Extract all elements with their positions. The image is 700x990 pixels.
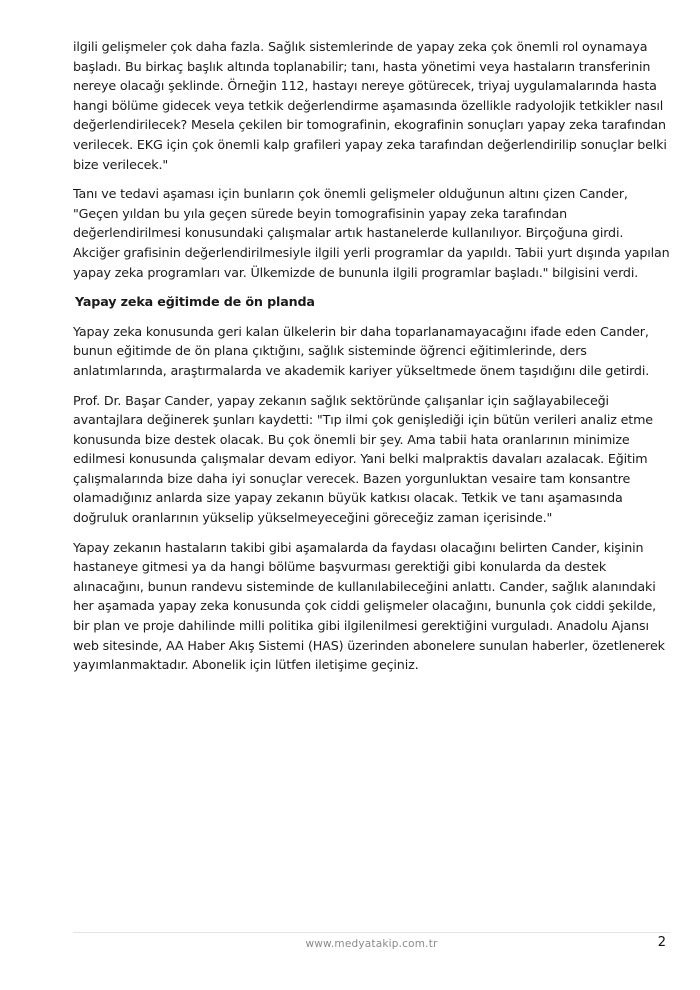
- paragraph: Yapay zeka konusunda geri kalan ülkelerin bir daha toparlanamayacağını ifade eden Cander, bunun eğitimde de ön plana çıktığını, sağlık sisteminde öğrenci eğitimlerinde, ders anlatımlarında, araştırmalarda ve akademik kariyer yükseltmede önem taşıdığını dile getirdi.: [73, 323, 650, 378]
- paragraph: Prof. Dr. Başar Cander, yapay zekanın sağlık sektöründe çalışanlar için sağlayabileceği avantajlara değinerek şunları kaydetti: "Tıp ilmi çok genişlediği için bütün verileri analiz etme konusunda bize destek olacak. Bu çok önemli bir şey. Ama tabii hata oranlarının minimize edilmesi konusunda çalışmalar devam ediyor. Yani belki malpraktis davaları azalacak. Eğitim çalışmalarında bize daha iyi sonuçlar verecek. Bazen yorgunluktan vesaire tam konsantre olamadığınız anlarda size yapay zekanın büyük katkısı olacak. Tetkik ve tanı aşamasında doğruluk oranlarının yükselip yükselmeyeceğini göreceğiz zaman içerisinde.": [73, 392, 653, 526]
- page-number: 2: [657, 935, 666, 950]
- paragraph: Tanı ve tedavi aşaması için bunların çok önemli gelişmeler olduğunun altını çizen Cander, "Geçen yıldan bu yıla geçen sürede beyin tomografisinin yapay zeka tarafından değerlendirilmesi konusundaki çalışmalar artık hastanelerde kullanılıyor. Birçoğuna girdi. Akciğer grafisinin değerlendirilmesiyle ilgili yerli programlar da yapıldı. Tabii yurt dışında yapılan yapay zeka programları var. Ülkemizde de bununla ilgili programlar başladı." bilgisini verdi.: [73, 186, 670, 280]
- paragraph: ilgili gelişmeler çok daha fazla. Sağlık sistemlerinde de yapay zeka çok önemli rol oynamaya başladı. Bu birkaç başlık altında toplanabilir; tanı, hasta yönetimi veya hastaların transferinin nereye olacağı şeklinde. Örneğin 112, hastayı nereye götürecek, triyaj uygulamalarında hasta hangi bölüme gidecek veya tetkik değerlendirme aşamasında özellikle radyolojik tetkikler nasıl değerlendirilecek? Mesela çekilen bir tomografinin, ekografinin sonuçları yapay zeka tarafından verilecek. EKG için çok önemli kalp grafileri yapay zeka tarafından değerlendirilip sonuçlar belki bize verilecek.": [73, 39, 667, 172]
- paragraph: Yapay zekanın hastaların takibi gibi aşamalarda da faydası olacağını belirten Cander, kişinin hastaneye gitmesi ya da hangi bölüme başvurması gerektiği gibi konularda da destek alınacağını, bunun randevu sisteminde de kullanılabileceğini anlattı. Cander, sağlık alanındaki her aşamada yapay zeka konusunda çok ciddi gelişmeler olacağını, bununla çok ciddi şekilde, bir plan ve proje dahilinde milli politika gibi ilgilenilmesi gerektiğini vurguladı. Anadolu Ajansı web sitesinde, AA Haber Akış Sistemi (HAS) üzerinden abonelere sunulan haberler, özetlenerek yayımlanmaktadır. Abonelik için lütfen iletişime geçiniz.: [73, 539, 665, 673]
- section-heading: Yapay zeka eğitimde de ön planda: [75, 294, 315, 310]
- footer-url: www.medyatakip.com.tr: [305, 938, 438, 950]
- page-footer: [73, 932, 670, 963]
- article-body: [73, 37, 671, 685]
